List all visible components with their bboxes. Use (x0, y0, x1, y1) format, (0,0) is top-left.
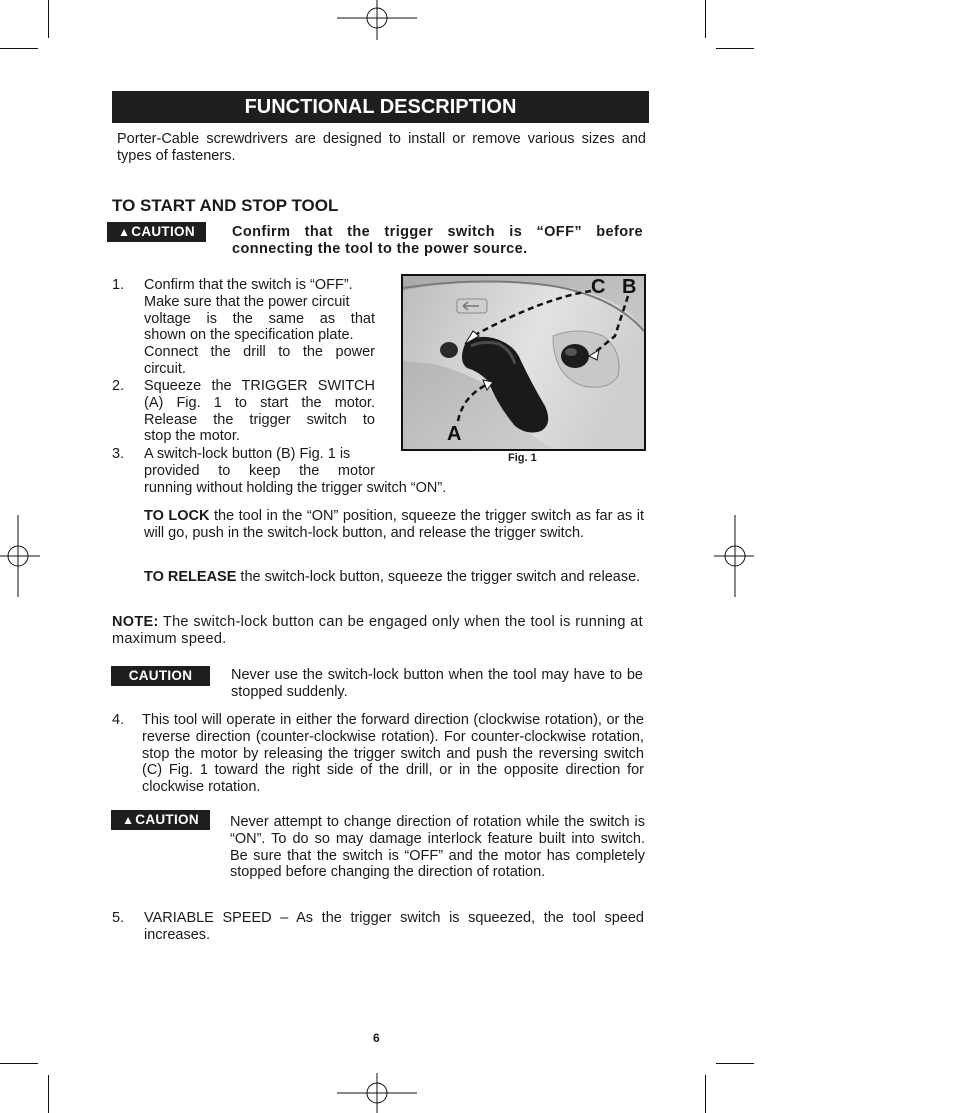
registration-mark-right (714, 515, 754, 597)
to-release-paragraph: TO RELEASE the switch-lock button, squeeze the trigger switch and release. (144, 569, 641, 585)
note-paragraph: NOTE: The switch-lock button can be engaged only when the tool is running at maximum speed. (112, 614, 643, 647)
to-lock-paragraph: TO LOCK the tool in the “ON” position, squeeze the trigger switch as far as it will go, push in the switch-lock button, and release the trigger switch. (144, 508, 644, 541)
step-4: This tool will operate in either the forward direction (clockwise rotation), or the reverse direction (counter-clockwise rotation). For counter-clockwise rotation, stop the motor by releasing the trigger switch and push the reversing switch (C) Fig. 1 toward the right side of the drill, or in the opposite direction for clockwise rotation. (142, 712, 644, 796)
step-number: 5. (112, 910, 125, 926)
page-title: FUNCTIONAL DESCRIPTION (112, 91, 649, 123)
caution-text-1: Confirm that the trigger switch is “OFF” before connecting the tool to the power source. (232, 224, 643, 257)
crop-mark (48, 0, 49, 38)
caution-badge: ▲CAUTION (111, 810, 210, 830)
registration-mark-left (0, 515, 40, 597)
step-number: 2. (112, 378, 125, 394)
step-number: 1. (112, 277, 125, 293)
section-heading: TO START AND STOP TOOL (112, 196, 339, 215)
figure-label-c: C (591, 276, 606, 298)
crop-mark (0, 1063, 38, 1064)
step-number: 3. (112, 446, 125, 462)
step-3-continuation: running without holding the trigger switch “ON”. (144, 480, 447, 496)
crop-mark (0, 48, 38, 49)
crop-mark (716, 48, 754, 49)
registration-mark-bottom (337, 1073, 417, 1113)
intro-paragraph: Porter-Cable screwdrivers are designed to install or remove various sizes and types of fasteners. (117, 131, 646, 164)
step-3: A switch-lock button (B) Fig. 1 is provided to keep the motor (144, 446, 375, 479)
warning-triangle-icon: ▲ (118, 225, 131, 239)
crop-mark (716, 1063, 754, 1064)
step-2: Squeeze the TRIGGER SWITCH (A) Fig. 1 to start the motor. Release the trigger switch to stop the motor. (144, 378, 375, 445)
drill-illustration (403, 276, 644, 449)
registration-mark-top (337, 0, 417, 40)
figure-caption: Fig. 1 (508, 452, 537, 464)
warning-triangle-icon: ▲ (122, 813, 135, 827)
step-number: 4. (112, 712, 125, 728)
caution-badge: ▲CAUTION (107, 222, 206, 242)
caution-text-2: Never use the switch-lock button when the tool may have to be stopped suddenly. (231, 667, 643, 700)
crop-mark (705, 1075, 706, 1113)
page-number: 6 (373, 1031, 380, 1045)
crop-mark (705, 0, 706, 38)
figure-1 (401, 274, 646, 451)
figure-label-a: A (447, 423, 462, 445)
caution-badge: CAUTION (111, 666, 210, 686)
step-5: VARIABLE SPEED – As the trigger switch is squeezed, the tool speed increases. (144, 910, 644, 943)
figure-label-b: B (622, 276, 637, 298)
step-1: Confirm that the switch is “OFF”. Make sure that the power circuit voltage is the same as that shown on the specification plate. Connect the drill to the power circuit. (144, 277, 375, 377)
crop-mark (48, 1075, 49, 1113)
caution-text-3: Never attempt to change direction of rotation while the switch is “ON”. To do so may damage interlock feature built into switch. Be sure that the switch is “OFF” and the motor has completely stopped before changing the direction of rotation. (230, 814, 645, 881)
